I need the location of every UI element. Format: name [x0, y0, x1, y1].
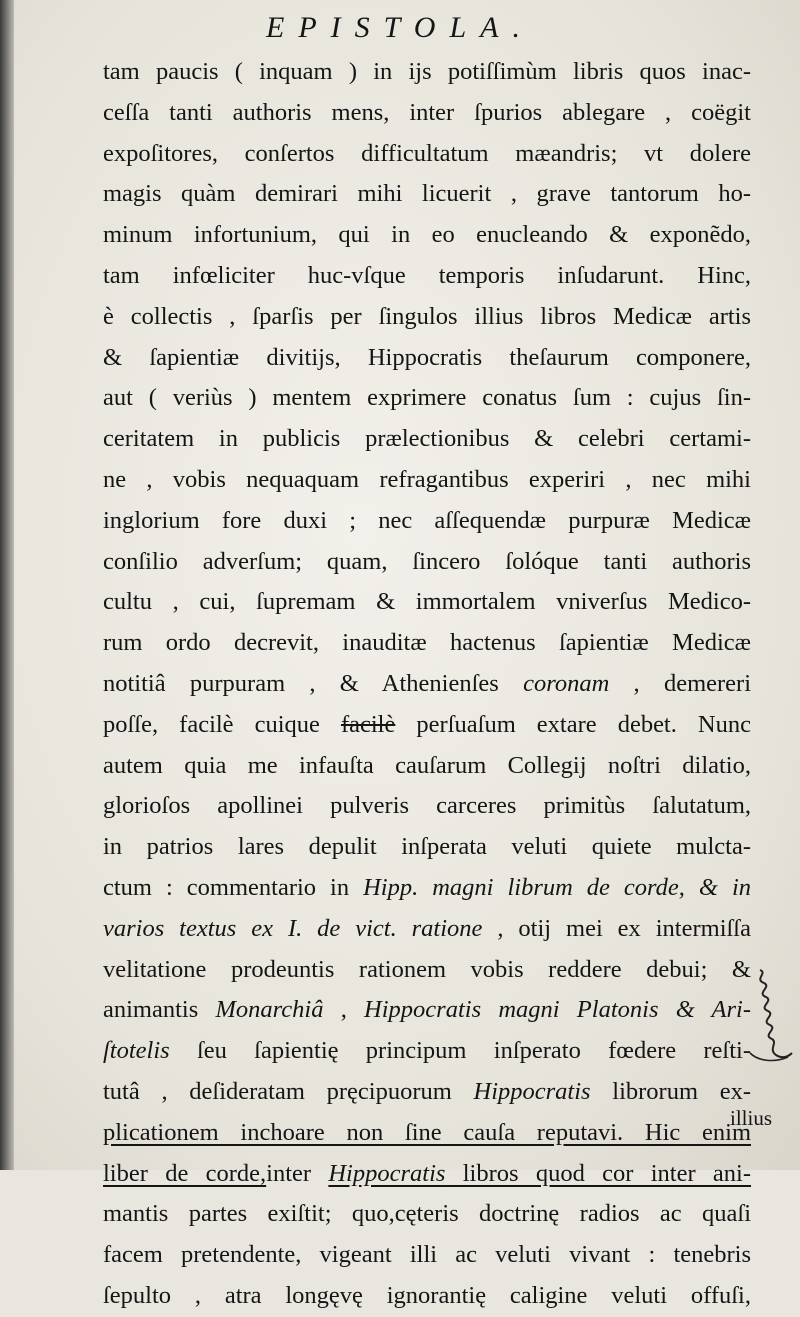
text-line: [103, 378, 751, 419]
page-header: EPISTOLA.: [266, 11, 534, 44]
text-segment: , otij mei ex intermiſſa: [482, 914, 751, 942]
text-segment: tam paucis ( inquam ) in ijs potiſſimùm libris quos inac-: [103, 58, 751, 85]
text-segment: animantis: [103, 996, 216, 1024]
text-segment: , demereri: [609, 669, 752, 697]
text-segment: ,: [323, 996, 365, 1024]
text-segment: ſepulto , atra longęvę ignorantię caligine veluti offuſi,: [103, 1281, 751, 1309]
text-segment: perſuaſum extare debet. Nunc: [395, 710, 751, 738]
text-segment: in patrios lares depulit inſperata veluti quiete mulcta-: [103, 833, 751, 861]
text-line: [103, 909, 751, 950]
text-segment: Hippocratis magni Platonis & Ari-: [364, 996, 752, 1024]
text-segment: & ſapientiæ divitijs, Hippocratis theſaurum componere,: [103, 343, 751, 371]
text-line: [103, 786, 751, 827]
text-segment: libros quod cor inter ani-: [445, 1159, 751, 1187]
text-line: [103, 460, 751, 501]
text-segment: tutâ , deſideratam pręcipuorum: [103, 1077, 474, 1105]
text-line: [103, 868, 751, 909]
text-line: [103, 623, 751, 664]
text-segment: poſſe, facilè cuique: [103, 710, 341, 738]
text-segment: facilè: [340, 710, 396, 738]
text-segment: ſeu ſapientię principum inſperato fœdere reſti-: [169, 1037, 751, 1065]
body-text: [103, 52, 751, 1317]
text-line: [103, 1235, 751, 1276]
text-line: [103, 1072, 751, 1113]
text-line: [103, 542, 751, 583]
text-segment: Hipp. magni librum de corde, & in: [363, 873, 751, 901]
text-line: [103, 1194, 751, 1235]
text-segment: è collectis , ſparſis per ſingulos illius libros Medicæ artis: [103, 302, 751, 330]
text-line: [103, 297, 751, 338]
text-segment: ctum : commentario in: [103, 873, 364, 901]
text-line: [103, 215, 751, 256]
text-line: [103, 256, 751, 297]
text-segment: librorum ex-: [590, 1077, 751, 1105]
text-segment: magis quàm demirari mihi licuerit , grave tantorum ho-: [103, 180, 751, 208]
text-line: [103, 134, 751, 175]
text-segment: varios textus ex: [103, 914, 288, 942]
text-segment: mantis partes exiſtit; quo,cęteris doctrinę radios ac quaſi: [103, 1200, 751, 1228]
text-segment: cultu , cui, ſupremam & immortalem vniverſus Medico-: [103, 588, 751, 616]
text-segment: ne , vobis nequaquam refragantibus experiri , nec mihi: [103, 465, 751, 493]
text-segment: ceſſa tanti authoris mens, inter ſpurios ablegare , coëgit: [103, 98, 751, 126]
text-segment: notitiâ purpuram , & Athenienſes: [103, 669, 524, 697]
text-line: [103, 582, 751, 623]
margin-squiggle: [760, 970, 792, 1057]
text-line: [103, 93, 751, 134]
text-segment: tam infœliciter huc-vſque temporis inſudarunt. Hinc,: [103, 261, 751, 289]
text-line: [103, 419, 751, 460]
text-segment: Hippocratis: [328, 1159, 446, 1187]
text-line: [103, 705, 751, 746]
text-line: [103, 1276, 751, 1317]
text-segment: coronam: [523, 669, 610, 697]
text-line: [103, 950, 751, 991]
text-segment: velitatione prodeuntis rationem vobis reddere debui; &: [103, 955, 751, 983]
text-segment: minum infortunium, qui in eo enucleando & exponẽdo,: [103, 221, 751, 249]
text-segment: glorioſos apollinei pulveris carceres primitùs ſalutatum,: [103, 792, 751, 820]
text-segment: inglorium fore duxi ; nec aſſequendæ purpuræ Medicæ: [103, 506, 751, 534]
text-segment: rum ordo decrevit, inauditæ hactenus ſapientiæ Medicæ: [103, 629, 751, 657]
text-segment: plicationem inchoare non ſine cauſa reputavi. Hic enim: [103, 1118, 751, 1146]
text-segment: ſtotelis: [103, 1037, 170, 1065]
text-line: [103, 664, 751, 705]
text-line: [103, 52, 751, 93]
text-segment: expoſitores, conſertos difficultatum mæandris; vt dolere: [103, 139, 751, 167]
text-segment: inter: [266, 1159, 329, 1187]
catchword: illius: [729, 1106, 772, 1130]
text-segment: liber de corde,: [103, 1159, 267, 1187]
text-segment: facem pretendente, vigeant illi ac veluti vivant : tenebris: [103, 1241, 751, 1269]
text-segment: Monarchiâ: [215, 996, 324, 1024]
text-line: [103, 990, 751, 1031]
text-segment: ceritatem in publicis prælectionibus & celebri certami-: [103, 425, 751, 453]
page-gutter-shadow: [0, 0, 14, 1170]
text-line: [103, 501, 751, 542]
text-segment: autem quia me infauſta cauſarum Collegij noſtri dilatio,: [103, 751, 751, 779]
text-line: [103, 746, 751, 787]
text-line: [103, 338, 751, 379]
text-line: [103, 1154, 751, 1195]
text-segment: I. de vict. ratione: [287, 914, 483, 942]
text-line: [103, 827, 751, 868]
text-line: [103, 1031, 751, 1072]
text-segment: conſilio adverſum; quam, ſincero ſolóque tanti authoris: [103, 547, 751, 575]
text-line: [103, 1113, 751, 1154]
text-line: [103, 174, 751, 215]
text-segment: Hippocratis: [473, 1077, 591, 1105]
text-segment: aut ( veriùs ) mentem exprimere conatus ſum : cujus ſin-: [103, 384, 751, 412]
margin-bracket-mark: [748, 965, 798, 1065]
